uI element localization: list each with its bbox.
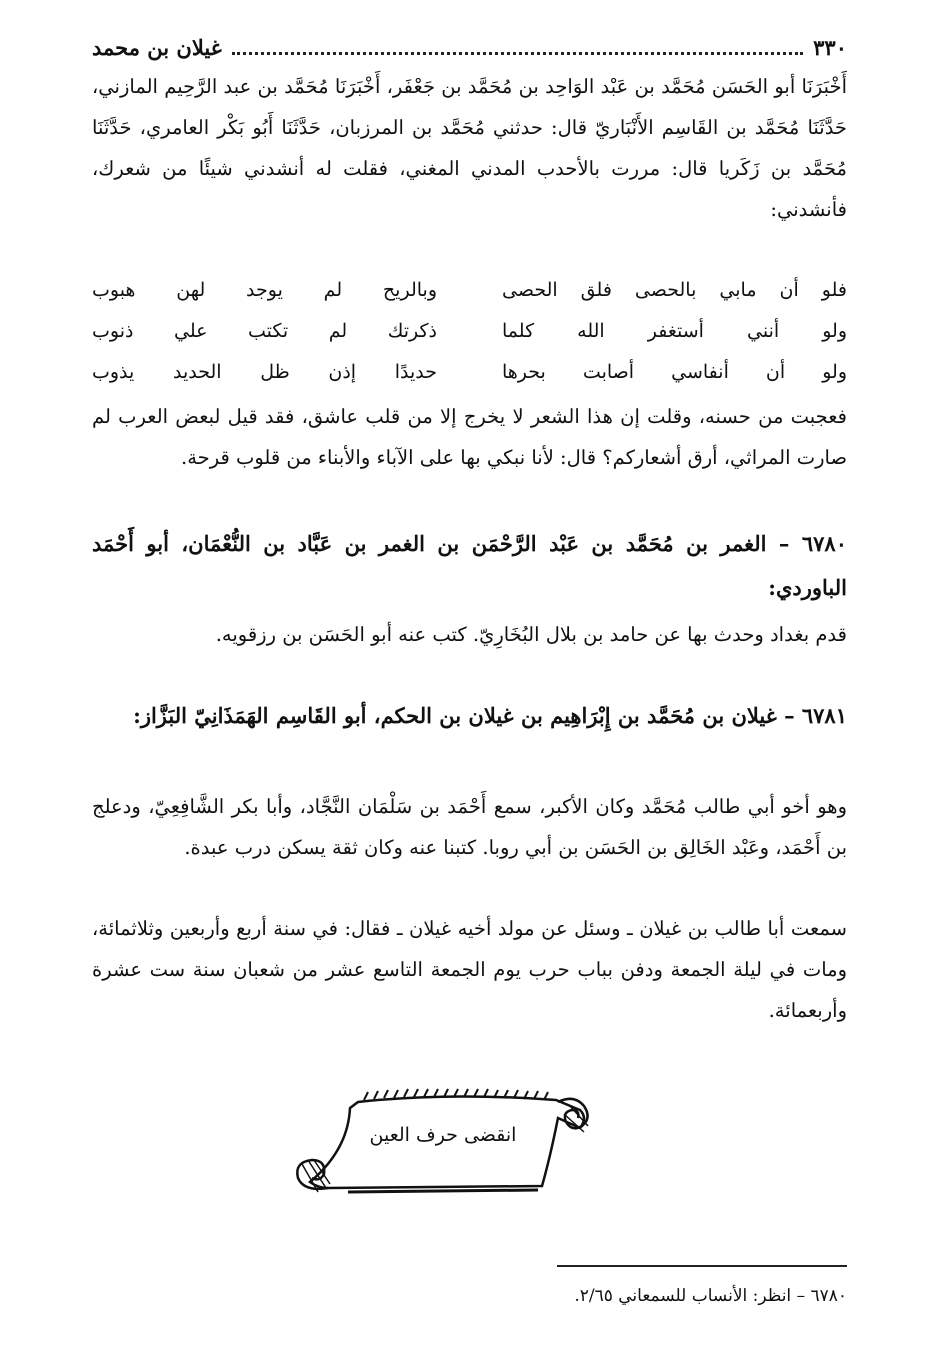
poem bbox=[92, 270, 847, 396]
poem-verse bbox=[92, 352, 847, 393]
header-dotted-leader bbox=[232, 40, 803, 55]
poem-verse bbox=[92, 270, 847, 311]
paragraph-commentary: فعجبت من حسنه، وقلت إن هذا الشعر لا يخرج إلا من قلب عاشق، فقد قيل لبعض العرب لم صارت المراثي، أرق أشعاركم؟ قال: لأنا نبكي بها على الآباء والأبناء من قلوب قرحة. bbox=[92, 405, 847, 469]
footnote-rule bbox=[557, 1265, 847, 1267]
entry-6780-heading: ٦٧٨٠ – الغمر بن مُحَمَّد بن عَبْد الرَّحْمَن بن الغمر بن عَبَّاد بن النُّعْمَان، أبو أَحْمَد الباوردي: bbox=[92, 531, 847, 600]
verse-first-hemistich: ولو أنني أستغفر الله كلما bbox=[502, 320, 847, 342]
entry-6781-body: وهو أخو أبي طالب مُحَمَّد وكان الأكبر، سمع أَحْمَد بن سَلْمَان النَّجَّاد، وأبا بكر الشَّافِعِيّ، ودعلج بن أَحْمَد، وعَبْد الخَالِق بن الحَسَن بن أبي روبا. كتبنا عنه وكان ثقة يسكن درب عبدة. bbox=[92, 795, 847, 859]
verse-second-hemistich: حديدًا إذن ظل الحديد يذوب bbox=[92, 361, 437, 383]
entry-6780-body: قدم بغداد وحدث بها عن حامد بن بلال البُخَارِيّ. كتب عنه أبو الحَسَن بن رزقويه. bbox=[215, 623, 847, 646]
closing-scroll-ornament bbox=[288, 1088, 600, 1202]
paragraph-isnad: أَخْبَرَنَا أبو الحَسَن مُحَمَّد بن عَبْد الوَاحِد بن مُحَمَّد بن جَعْفَر، أَخْبَرَنَا مُحَمَّد بن عبد الرَّحِيم المازني، حَدَّثَنَا مُحَمَّد بن القَاسِم الأَنْبَاريّ قال: حدثني مُحَمَّد بن المرزبان، حَدَّثَنَا أَبُو بَكْر العامري، حَدَّثَنَا مُحَمَّد بن زَكَريا قال: مررت بالأحدب المدني المغني، فقلت له أنشدني شيئًا من شعرك، فأنشدني: bbox=[92, 75, 847, 221]
verse-second-hemistich: وبالريح لم يوجد لهن هبوب bbox=[92, 279, 437, 301]
closing-scroll-text: انقضى حرف العين bbox=[369, 1124, 517, 1146]
verse-second-hemistich: ذكرتك لم تكتب علي ذنوب bbox=[92, 320, 437, 342]
page-number: ٣٣٠ bbox=[813, 34, 847, 60]
entry-6781-heading: ٦٧٨١ – غيلان بن مُحَمَّد بن إِبْرَاهِيم بن غيلان بن الحكم، أبو القَاسِم الهَمَذَانِيّ البَزَّاز: bbox=[133, 703, 847, 728]
verse-first-hemistich: ولو أن أنفاسي أصابت بحرها bbox=[502, 361, 847, 383]
running-head bbox=[92, 30, 847, 64]
poem-verse bbox=[92, 311, 847, 352]
footnote: ٦٧٨٠ – انظر: الأنساب للسمعاني ٢/٦٥. bbox=[574, 1286, 847, 1306]
running-title: غيلان بن محمد bbox=[92, 34, 222, 60]
verse-first-hemistich: فلو أن مابي بالحصى فلق الحصى bbox=[502, 279, 847, 301]
page-body bbox=[92, 66, 847, 1030]
entry-6781-death-note: سمعت أبا طالب بن غيلان ـ وسئل عن مولد أخيه غيلان ـ فقال: في سنة أربع وأربعين وثلاثمائة، ومات في ليلة الجمعة ودفن بباب حرب يوم الجمعة التاسع عشر من شعبان سنة ست عشرة وأربعمائة. bbox=[92, 917, 847, 1022]
